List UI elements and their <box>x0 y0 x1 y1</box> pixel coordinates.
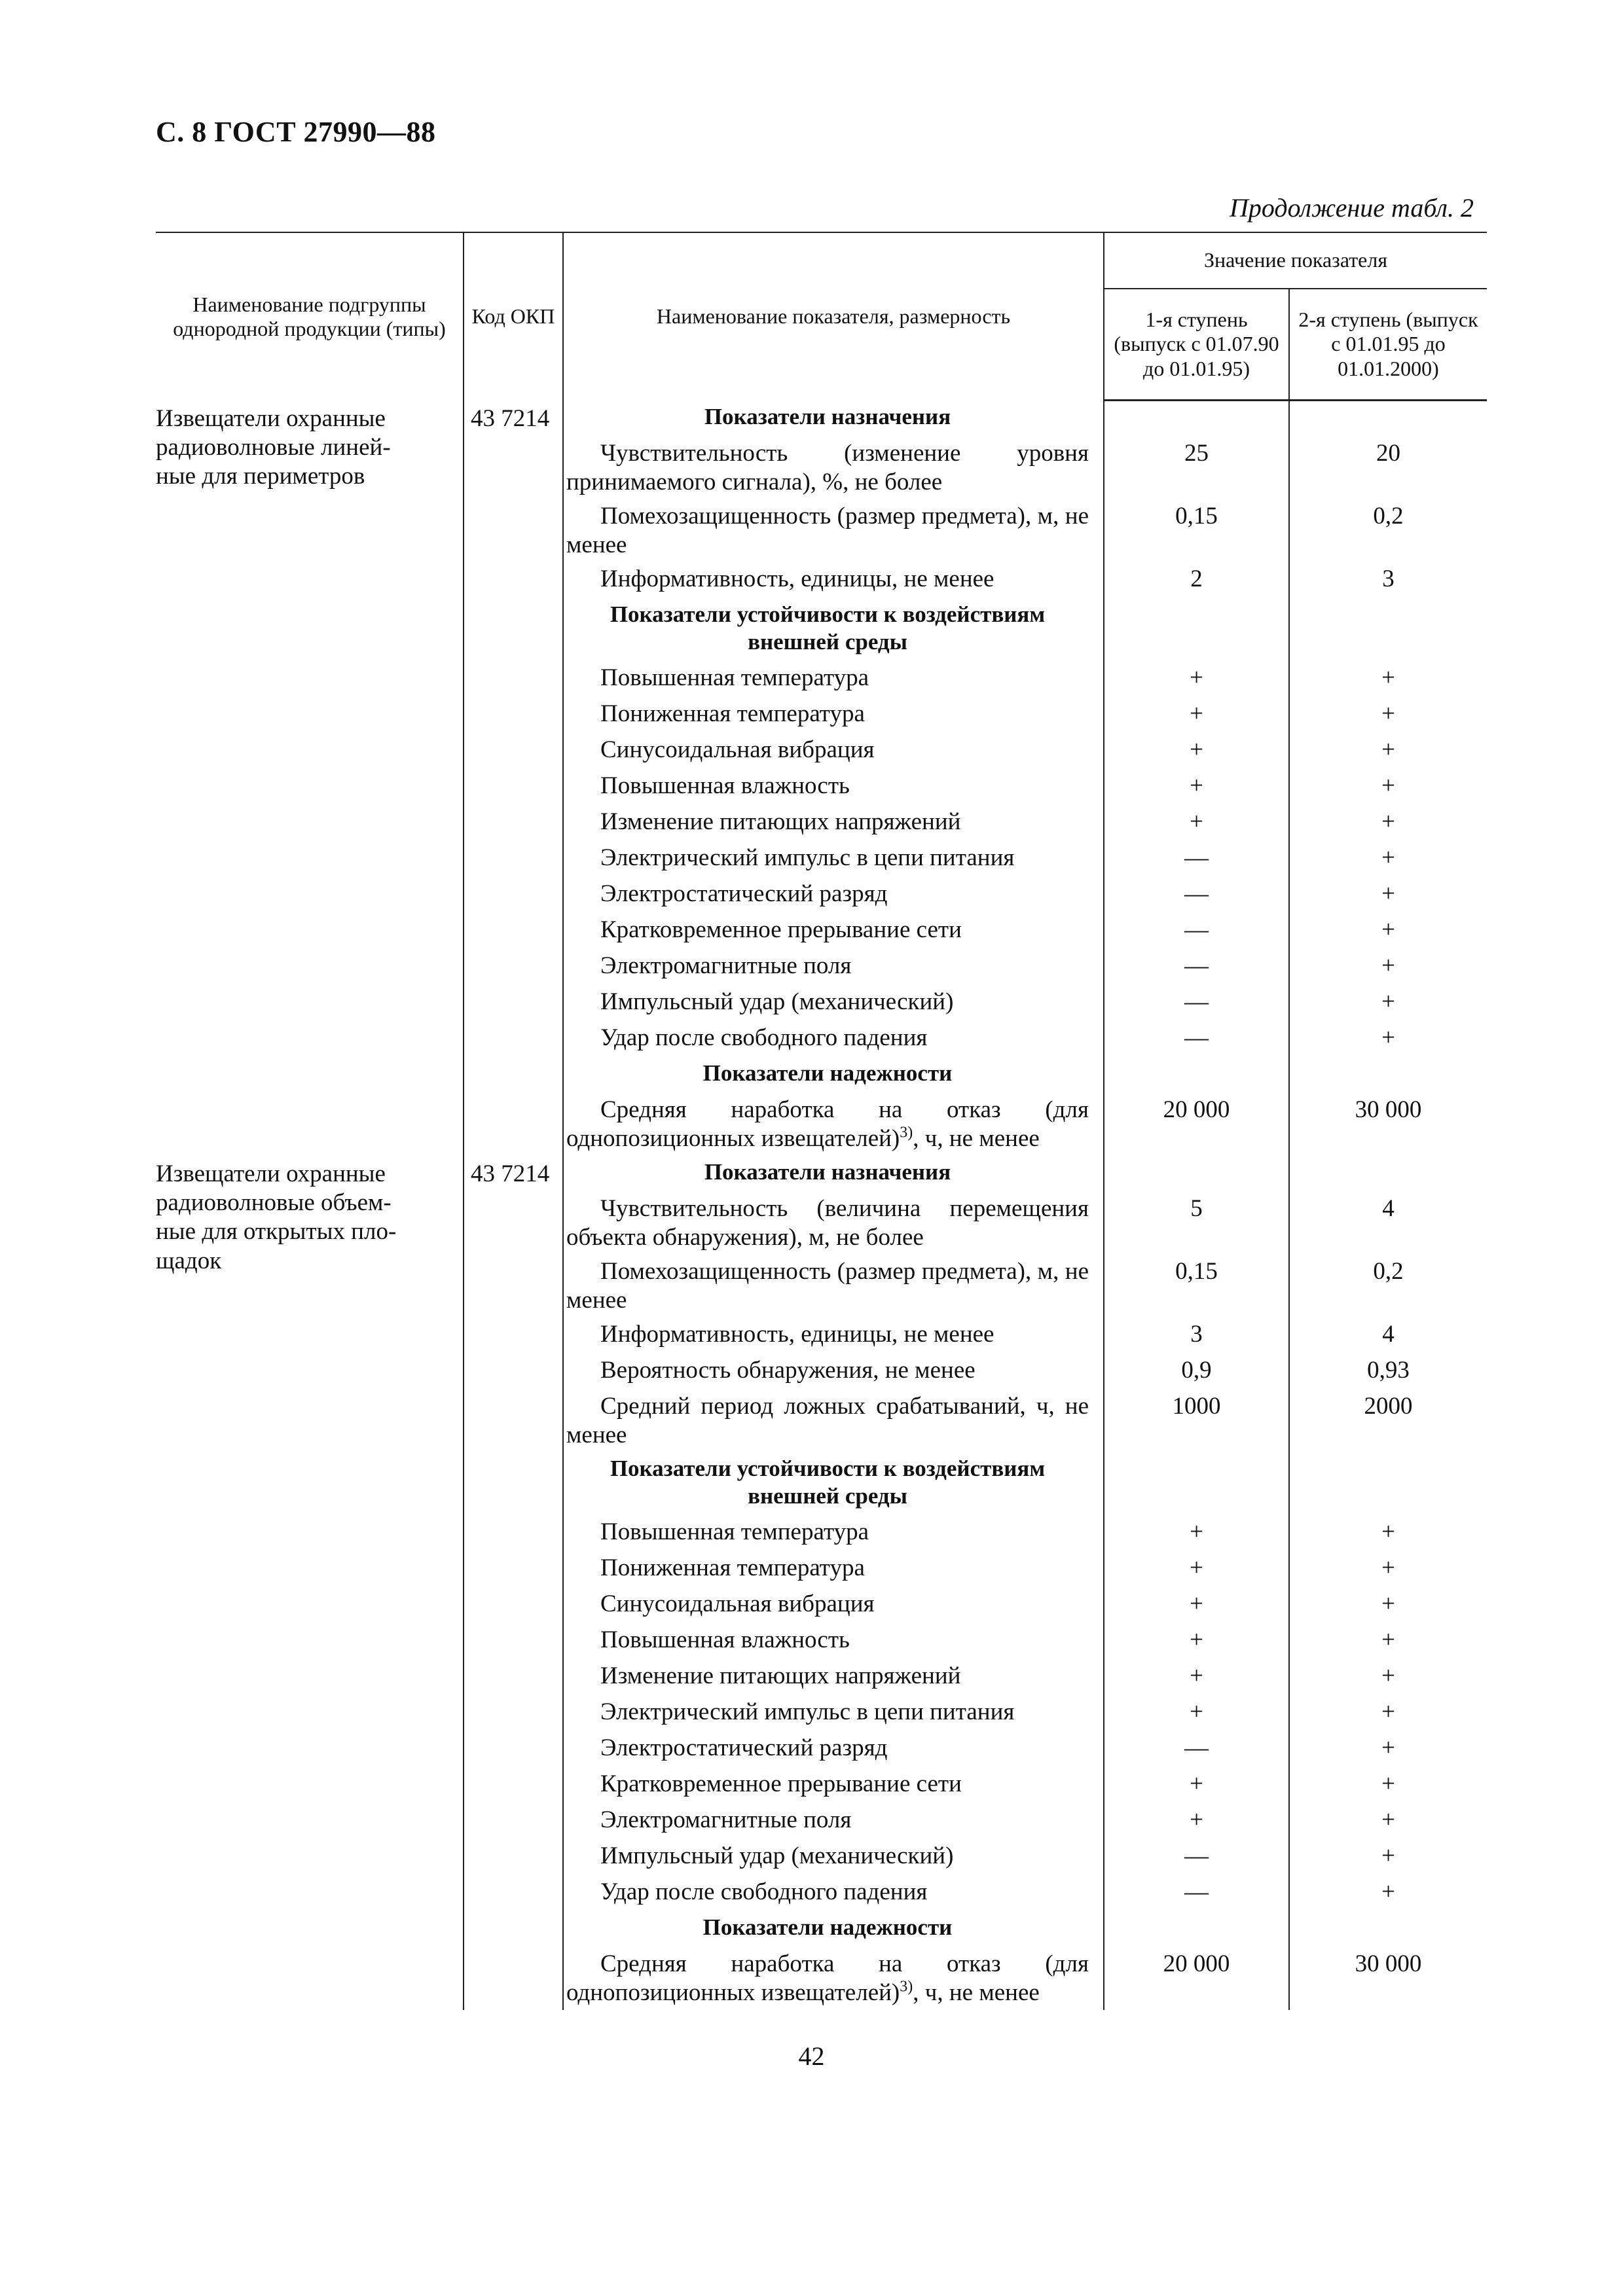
stage1-value: — <box>1104 877 1289 913</box>
footnote-ref: 3) <box>900 1124 913 1141</box>
indicator-name <box>563 949 1104 985</box>
stage1-value: + <box>1104 733 1289 769</box>
indicator-name <box>563 437 1104 499</box>
product-group-line: щадок <box>156 1247 222 1274</box>
indicator-name-main: Помехозащищенность (размер предмета), м, не менее <box>566 502 1089 558</box>
indicator-name-main: Пониженная температура <box>600 1554 865 1581</box>
indicator-name-text <box>566 1950 1089 2008</box>
page-number: 42 <box>798 2041 825 2071</box>
stage1-value: + <box>1104 1803 1289 1839</box>
section-title-text: Показатели надежности <box>702 1060 953 1086</box>
indicator-name-text <box>566 1392 1089 1450</box>
stage2-value <box>1289 1452 1487 1515</box>
indicator-name-main: Электростатический разряд <box>600 880 888 907</box>
indicator-name-text <box>566 880 1089 908</box>
stage1-value: — <box>1104 1731 1289 1767</box>
indicator-name-text <box>566 700 1089 728</box>
indicator-name-text <box>566 1770 1089 1799</box>
stage2-value: + <box>1289 1021 1487 1057</box>
stage1-value: + <box>1104 661 1289 697</box>
indicator-name-main: Повышенная температура <box>600 1518 869 1545</box>
stage1-value: + <box>1104 1767 1289 1803</box>
stage2-value: + <box>1289 985 1487 1021</box>
stage2-value: + <box>1289 877 1487 913</box>
section-title <box>563 401 1104 437</box>
stage2-value: + <box>1289 1839 1487 1875</box>
indicator-name-main: Информативность, единицы, не менее <box>600 565 994 592</box>
stage2-value: + <box>1289 1803 1487 1839</box>
stage2-value <box>1289 401 1487 437</box>
stage2-value: 0,93 <box>1289 1354 1487 1390</box>
indicator-name <box>563 1947 1104 2010</box>
stage2-value: + <box>1289 769 1487 805</box>
stage1-value: 2 <box>1104 562 1289 598</box>
indicator-name-main: Повышенная температура <box>600 664 869 691</box>
section-title <box>563 1911 1104 1947</box>
indicator-name-main: Пониженная температура <box>600 700 865 727</box>
indicator-name <box>563 985 1104 1021</box>
indicator-name <box>563 1839 1104 1875</box>
stage2-value: + <box>1289 1695 1487 1731</box>
indicator-name-main: Удар после свободного падения <box>600 1024 928 1051</box>
product-group-line: радиоволновые объем- <box>156 1189 392 1216</box>
indicator-name-text <box>566 952 1089 980</box>
indicator-name-text <box>566 844 1089 872</box>
header-stage1: 1-я ступень (выпуск с 01.07.90 до 01.01.95) <box>1104 289 1289 401</box>
indicator-name <box>563 1515 1104 1551</box>
indicator-name-text <box>566 1096 1089 1154</box>
stage1-value: + <box>1104 697 1289 733</box>
stage1-value: + <box>1104 1659 1289 1695</box>
stage2-value <box>1289 1057 1487 1093</box>
indicator-name <box>563 1587 1104 1623</box>
stage2-value <box>1289 1911 1487 1947</box>
indicator-name-text <box>566 772 1089 800</box>
section-title <box>563 1452 1104 1515</box>
indicator-name <box>563 1695 1104 1731</box>
indicator-name-text <box>566 1194 1089 1253</box>
stage1-value <box>1104 1057 1289 1093</box>
stage1-value: — <box>1104 913 1289 949</box>
section-title <box>563 598 1104 661</box>
stage2-value: + <box>1289 733 1487 769</box>
indicator-name <box>563 1875 1104 1911</box>
indicator-name-text <box>566 988 1089 1016</box>
stage2-value: 2000 <box>1289 1390 1487 1452</box>
indicator-name <box>563 1803 1104 1839</box>
indicator-name <box>563 733 1104 769</box>
stage2-value: + <box>1289 1659 1487 1695</box>
header-stage2: 2-я ступень (выпуск с 01.01.95 до 01.01.2000) <box>1289 289 1487 401</box>
indicator-name-main: Удар после свободного падения <box>600 1878 928 1905</box>
indicator-name-text <box>566 1257 1089 1316</box>
header-group: Наименование подгруппы однородной продукции (типы) <box>156 232 464 401</box>
header-code: Код ОКП <box>464 232 563 401</box>
stage1-value <box>1104 1452 1289 1515</box>
stage1-value: 1000 <box>1104 1390 1289 1452</box>
stage2-value: + <box>1289 1623 1487 1659</box>
indicators-table <box>156 232 1487 2010</box>
indicator-name-main: Кратковременное прерывание сети <box>600 1770 962 1797</box>
indicator-name <box>563 1021 1104 1057</box>
stage1-value: 0,9 <box>1104 1354 1289 1390</box>
indicator-name <box>563 1255 1104 1318</box>
indicator-name <box>563 805 1104 841</box>
stage1-value: + <box>1104 1515 1289 1551</box>
indicator-name <box>563 1767 1104 1803</box>
okp-code: 43 7214 <box>464 401 563 1156</box>
section-title <box>563 1156 1104 1192</box>
stage1-value: — <box>1104 1021 1289 1057</box>
indicator-name-text <box>566 664 1089 692</box>
table-continuation-label: Продолжение табл. 2 <box>1229 193 1474 223</box>
table-header <box>156 232 1487 401</box>
indicator-name <box>563 1551 1104 1587</box>
stage1-value: + <box>1104 769 1289 805</box>
footnote-ref: 3) <box>900 1978 913 1996</box>
indicator-name-main: Электромагнитные поля <box>600 952 852 979</box>
indicator-name-text <box>566 1554 1089 1583</box>
indicator-name <box>563 1354 1104 1390</box>
section-row <box>156 401 1487 437</box>
indicator-name-text <box>566 565 1089 594</box>
stage1-value <box>1104 598 1289 661</box>
indicator-name-main: Повышенная влажность <box>600 772 850 799</box>
stage1-value: 0,15 <box>1104 1255 1289 1318</box>
product-group-line: Извещатели охранные <box>156 404 386 432</box>
indicator-name <box>563 697 1104 733</box>
stage2-value: 3 <box>1289 562 1487 598</box>
product-group-line: ные для периметров <box>156 463 365 490</box>
product-group-name <box>156 1156 464 2010</box>
section-title <box>563 1057 1104 1093</box>
stage2-value: + <box>1289 697 1487 733</box>
stage1-value: 20 000 <box>1104 1947 1289 2010</box>
indicator-name <box>563 841 1104 877</box>
section-title-text: Показатели назначения <box>704 403 951 429</box>
stage1-value: 0,15 <box>1104 499 1289 562</box>
indicator-name-text <box>566 1806 1089 1835</box>
indicator-name-text <box>566 1842 1089 1871</box>
stage1-value <box>1104 1156 1289 1192</box>
indicator-name <box>563 877 1104 913</box>
indicator-name-main: Импульсный удар (механический) <box>600 1842 954 1869</box>
stage2-value: 20 <box>1289 437 1487 499</box>
indicator-name <box>563 769 1104 805</box>
stage2-value: + <box>1289 913 1487 949</box>
stage1-value: + <box>1104 1623 1289 1659</box>
indicator-name-main: Средняя наработка на отказ (для однопозиционных извещателей) <box>566 1950 1089 2006</box>
stage1-value: — <box>1104 949 1289 985</box>
indicator-name-text <box>566 1590 1089 1619</box>
indicator-name <box>563 1659 1104 1695</box>
indicator-name-main: Помехозащищенность (размер предмета), м, не менее <box>566 1257 1089 1314</box>
product-group-line: радиоволновые линей- <box>156 433 391 461</box>
indicator-name-text <box>566 1626 1089 1655</box>
indicator-name-text <box>566 916 1089 944</box>
stage2-value: 4 <box>1289 1318 1487 1354</box>
indicator-name-main: Синусоидальная вибрация <box>600 736 875 763</box>
stage1-value: + <box>1104 805 1289 841</box>
indicator-name-text <box>566 736 1089 764</box>
header-indicator: Наименование показателя, размерность <box>563 232 1104 401</box>
product-group-name <box>156 401 464 1156</box>
section-title-text: Показатели устойчивости к воздействиям внешней среды <box>610 601 1046 655</box>
section-title-text: Показатели надежности <box>702 1914 953 1940</box>
indicator-name-suffix: , ч, не менее <box>913 1979 1040 2006</box>
indicator-name-text <box>566 1662 1089 1691</box>
indicator-name <box>563 1093 1104 1156</box>
stage1-value: — <box>1104 985 1289 1021</box>
stage1-value: 25 <box>1104 437 1289 499</box>
indicator-name-main: Изменение питающих напряжений <box>600 1662 961 1689</box>
stage2-value: + <box>1289 841 1487 877</box>
indicator-name-main: Электрический импульс в цепи питания <box>600 844 1015 871</box>
indicator-name-main: Электростатический разряд <box>600 1734 888 1761</box>
section-row <box>156 1156 1487 1192</box>
indicator-name <box>563 913 1104 949</box>
stage2-value: 0,2 <box>1289 1255 1487 1318</box>
indicator-name-main: Средний период ложных срабатываний, ч, не менее <box>566 1392 1089 1448</box>
indicator-name-main: Информативность, единицы, не менее <box>600 1320 994 1348</box>
stage1-value <box>1104 1911 1289 1947</box>
indicator-name-text <box>566 1320 1089 1349</box>
stage2-value: 0,2 <box>1289 499 1487 562</box>
stage2-value: + <box>1289 1731 1487 1767</box>
stage2-value: + <box>1289 661 1487 697</box>
indicator-name-text <box>566 808 1089 836</box>
product-group-line: Извещатели охранные <box>156 1160 386 1187</box>
indicator-name <box>563 1192 1104 1255</box>
stage2-value: + <box>1289 1767 1487 1803</box>
stage2-value: + <box>1289 949 1487 985</box>
indicator-name <box>563 1623 1104 1659</box>
indicator-name-main: Средняя наработка на отказ (для однопозиционных извещателей) <box>566 1096 1089 1152</box>
stage1-value <box>1104 401 1289 437</box>
indicator-name <box>563 1318 1104 1354</box>
stage2-value: + <box>1289 1587 1487 1623</box>
stage1-value: — <box>1104 1839 1289 1875</box>
indicator-name-main: Чувствительность (величина перемещения объекта обнаружения), м, не более <box>566 1194 1089 1251</box>
indicator-name-text <box>566 1878 1089 1907</box>
stage2-value: + <box>1289 1551 1487 1587</box>
indicator-name <box>563 1390 1104 1452</box>
indicator-name-main: Электромагнитные поля <box>600 1806 852 1833</box>
indicator-name-main: Чувствительность (изменение уровня принимаемого сигнала), %, не более <box>566 439 1089 495</box>
product-group-line: ные для открытых пло- <box>156 1218 397 1246</box>
indicator-name-main: Повышенная влажность <box>600 1626 850 1653</box>
stage1-value: — <box>1104 841 1289 877</box>
indicator-name-text <box>566 439 1089 497</box>
stage2-value: + <box>1289 1515 1487 1551</box>
stage1-value: — <box>1104 1875 1289 1911</box>
indicator-name-main: Импульсный удар (механический) <box>600 988 954 1015</box>
section-title-text: Показатели назначения <box>704 1158 951 1185</box>
stage1-value: 5 <box>1104 1192 1289 1255</box>
stage2-value: + <box>1289 805 1487 841</box>
indicator-name-text <box>566 502 1089 560</box>
stage2-value <box>1289 598 1487 661</box>
indicator-name-main: Кратковременное прерывание сети <box>600 916 962 943</box>
stage2-value: 30 000 <box>1289 1947 1487 2010</box>
indicator-name <box>563 661 1104 697</box>
stage2-value <box>1289 1156 1487 1192</box>
indicator-name <box>563 1731 1104 1767</box>
indicator-name-text <box>566 1698 1089 1727</box>
indicator-name-main: Электрический импульс в цепи питания <box>600 1698 1015 1725</box>
stage2-value: 4 <box>1289 1192 1487 1255</box>
stage2-value: 30 000 <box>1289 1093 1487 1156</box>
indicator-name-main: Синусоидальная вибрация <box>600 1590 875 1617</box>
section-title-text: Показатели устойчивости к воздействиям внешней среды <box>610 1455 1046 1509</box>
indicator-name-text <box>566 1518 1089 1547</box>
page-header: С. 8 ГОСТ 27990—88 <box>156 116 436 148</box>
stage2-value: + <box>1289 1875 1487 1911</box>
indicator-name <box>563 562 1104 598</box>
indicator-name-text <box>566 1734 1089 1763</box>
stage1-value: 20 000 <box>1104 1093 1289 1156</box>
indicator-name-main: Вероятность обнаружения, не менее <box>600 1356 976 1384</box>
stage1-value: + <box>1104 1587 1289 1623</box>
stage1-value: + <box>1104 1695 1289 1731</box>
indicator-name-suffix: , ч, не менее <box>913 1124 1040 1152</box>
indicator-name <box>563 499 1104 562</box>
stage1-value: + <box>1104 1551 1289 1587</box>
header-value: Значение показателя <box>1104 232 1487 289</box>
stage1-value: 3 <box>1104 1318 1289 1354</box>
indicator-name-text <box>566 1024 1089 1052</box>
indicator-name-text <box>566 1356 1089 1385</box>
okp-code: 43 7214 <box>464 1156 563 2010</box>
table-body <box>156 401 1487 2010</box>
indicator-name-main: Изменение питающих напряжений <box>600 808 961 835</box>
